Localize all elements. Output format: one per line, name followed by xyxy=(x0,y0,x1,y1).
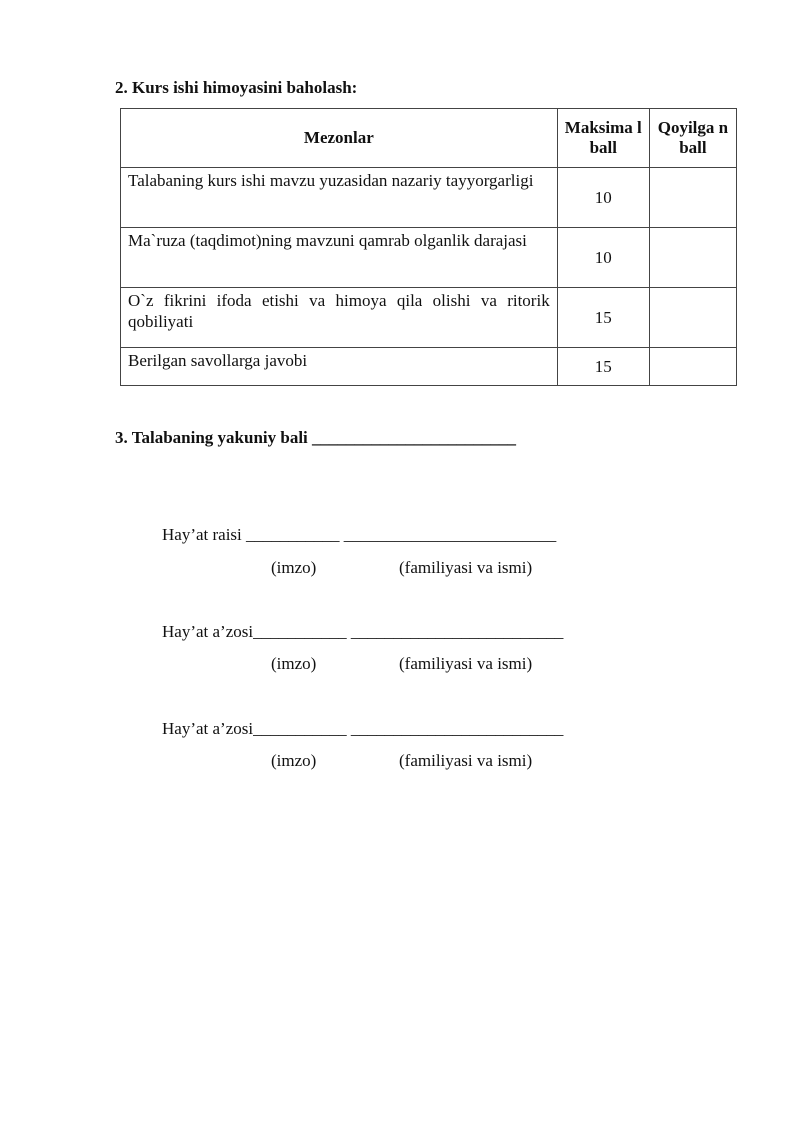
given-score-cell[interactable] xyxy=(649,288,736,348)
member-signature-line: Hay’at a’zosi___________ _________________________ xyxy=(162,719,564,738)
given-score-cell[interactable] xyxy=(649,168,736,228)
given-score-cell[interactable] xyxy=(649,228,736,288)
given-score-cell[interactable] xyxy=(649,348,736,386)
name-caption: (familiyasi va ismi) xyxy=(399,654,533,673)
criteria-cell: O`z fikrini ifoda etishi va himoya qila olishi va ritorik qobiliyati xyxy=(121,288,558,348)
chairman-signature-line: Hay’at raisi ___________ _________________________ xyxy=(162,525,557,544)
table-row xyxy=(121,348,737,386)
criteria-cell: Berilgan savollarga javobi xyxy=(121,348,558,386)
table-row xyxy=(121,168,737,228)
grading-table xyxy=(120,108,737,386)
section-2-heading: 2. Kurs ishi himoyasini baholash: xyxy=(115,78,358,97)
signature-caption: (imzo) xyxy=(271,654,317,673)
table-row xyxy=(121,288,737,348)
signature-caption: (imzo) xyxy=(271,558,317,577)
criteria-cell: Ma`ruza (taqdimot)ning mavzuni qamrab olganlik darajasi xyxy=(121,228,558,288)
given-score-column-header: Qoyilga n ball xyxy=(649,109,736,168)
name-caption: (familiyasi va ismi) xyxy=(399,751,533,770)
criteria-column-header: Mezonlar xyxy=(121,109,558,168)
final-score-line: 3. Talabaning yakuniy bali ________________________ xyxy=(115,428,517,447)
signature-caption: (imzo) xyxy=(271,751,317,770)
max-score-cell: 15 xyxy=(557,348,649,386)
max-score-cell: 10 xyxy=(557,228,649,288)
criteria-cell: Talabaning kurs ishi mavzu yuzasidan nazariy tayyorgarligi xyxy=(121,168,558,228)
table-row xyxy=(121,228,737,288)
table-header-row xyxy=(121,109,737,168)
max-score-column-header: Maksima l ball xyxy=(557,109,649,168)
name-caption: (familiyasi va ismi) xyxy=(399,558,533,577)
member-signature-line: Hay’at a’zosi___________ _________________________ xyxy=(162,622,564,641)
max-score-cell: 10 xyxy=(557,168,649,228)
max-score-cell: 15 xyxy=(557,288,649,348)
